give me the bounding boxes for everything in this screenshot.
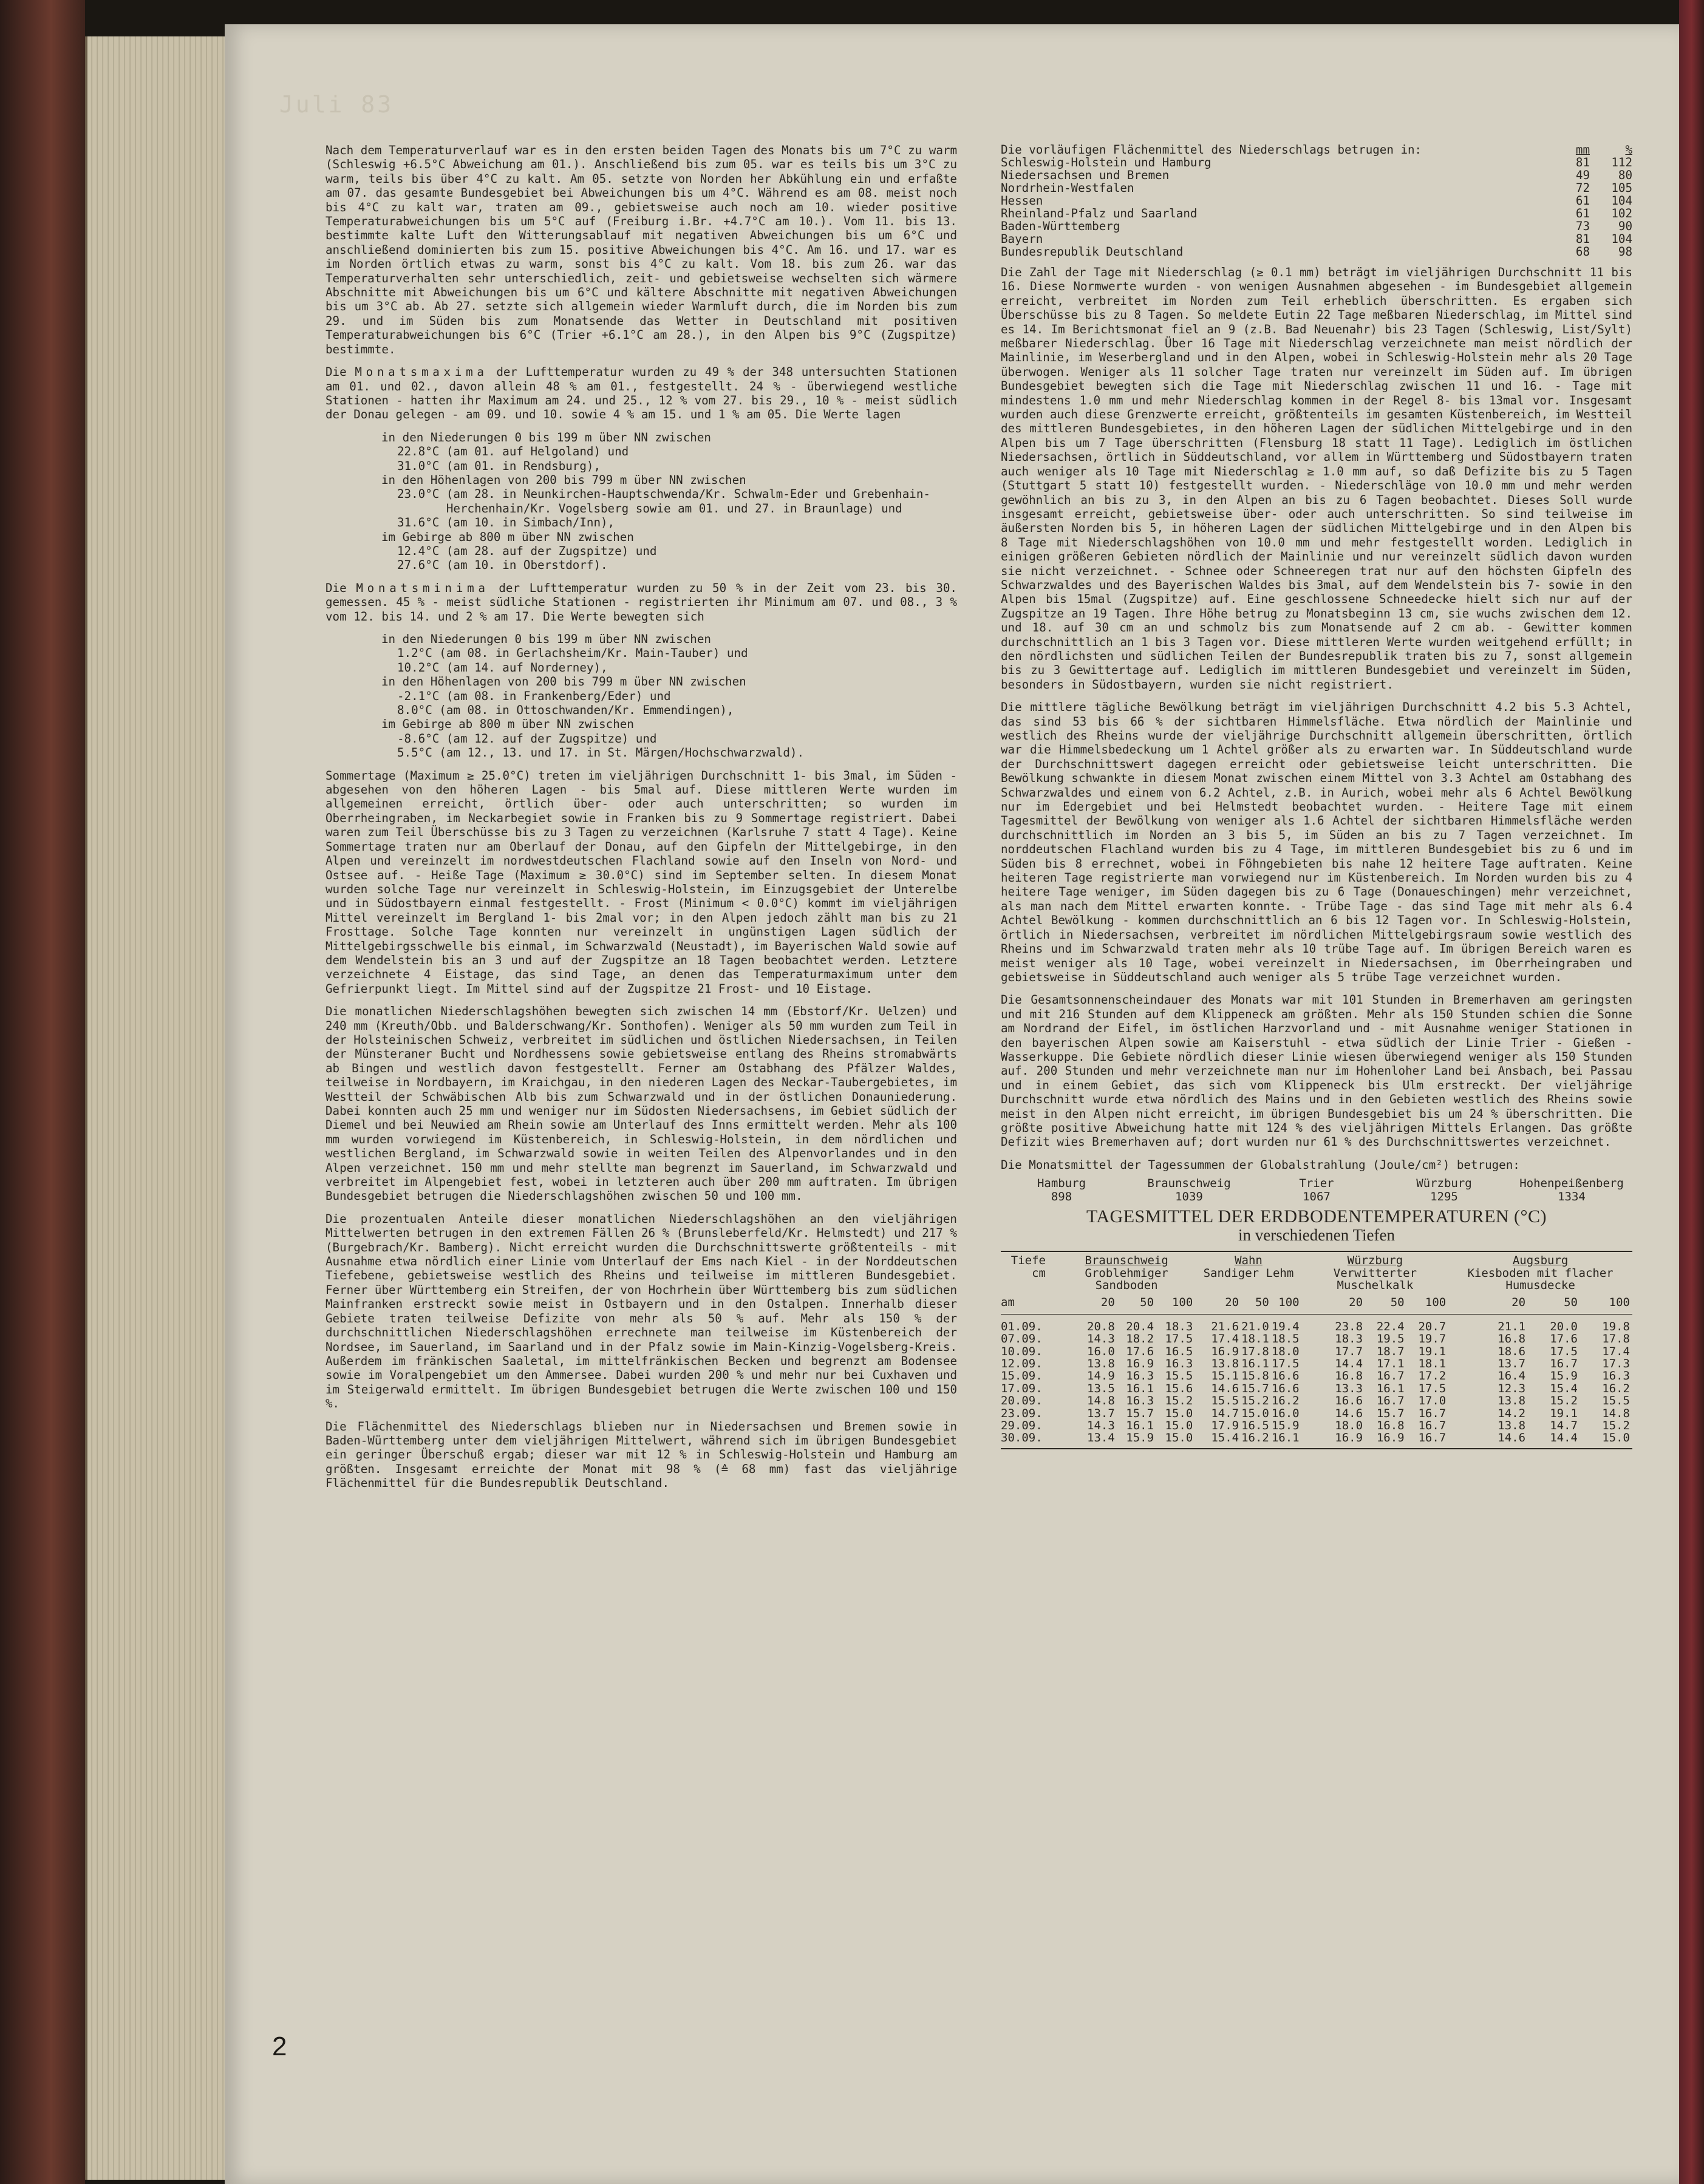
region-mm: 61	[1575, 206, 1590, 220]
region-name: Hessen	[1001, 194, 1043, 208]
list-line: 27.6°C (am 10. in Oberstdorf).	[397, 558, 608, 573]
global-radiation-values	[1001, 1190, 1632, 1203]
soil-temp: 17.5	[1271, 1357, 1300, 1371]
summer-days-paragraph: Sommertage (Maximum ≥ 25.0°C) treten im vieljährigen Durchschnitt 1- bis 3mal, im Süden - abgesehen von den höheren Lagen - bis 5mal auf. Diese mittleren Werte wurden im allgemeinen erreicht, örtlich über- oder auch unterschritten; so wurden im Oberrheingraben, im Neckarbegiet sowie in Franken bis zu 9 Sommertage registriert. Dabei waren zum Teil Überschüsse bis zu 3 Tagen zu verzeichnen (Karlsruhe 7 statt 4 Tage). Keine Sommertage traten nur am Oberlauf der Donau, auf den Gipfeln der Mittelgebirge, in den Alpen und vereinzelt im nordwestdeutschen Flachland sowie auf den Inseln von Nord- und Ostsee auf. - Heiße Tage (Maximum ≥ 30.0°C) sind im September selten. In diesem Monat wurden solche Tage nur vereinzelt in Schleswig-Holstein, im Einzugsgebiet der Unterelbe und in Südostbayern einmal festgestellt. - Frost (Minimum < 0.0°C) kommt im vieljährigen Mittel vereinzelt im Bergland 1- bis 2mal vor; in den Alpen jedoch zählt man bis zu 21 Frosttage. Solche Tage konnten nur vereinzelt in ungünstigen Lagen südlich der Mittelgebirgsschwelle bis einmal, im Schwarzwald (Neustadt), im Bayerischen Wald sowie auf dem Wendelstein bis an 3 und auf der Zugspitze an 18 Tagen beobachtet werden. Letztere verzeichnete 4 Eistage, das sind Tage, an denen das Temperaturmaximum unter dem Gefrierpunkt liegt. Im Mittel sind auf der Zugspitze 21 Frost- und 10 Eistage.	[325, 768, 957, 996]
soil-temp: 15.6	[1165, 1381, 1193, 1395]
soil-temp: 16.9	[1126, 1357, 1154, 1371]
depth-value: 20	[1195, 1291, 1241, 1314]
radiation-value: 898	[1051, 1190, 1072, 1204]
soil-temp: 16.5	[1165, 1344, 1193, 1358]
depth-value: 20	[1302, 1291, 1365, 1314]
soil-temp: 18.0	[1335, 1419, 1363, 1433]
soil-date: 07.09.	[1001, 1332, 1043, 1346]
soil-temp: 16.7	[1550, 1357, 1578, 1371]
soil-temp: 15.0	[1241, 1406, 1269, 1420]
soil-type: Verwitterter Muschelkalk	[1333, 1266, 1417, 1292]
radiation-station: Braunschweig	[1147, 1177, 1231, 1191]
soil-temp: 18.1	[1241, 1332, 1269, 1346]
station-name: Augsburg	[1512, 1254, 1569, 1268]
soil-temp: 18.0	[1271, 1344, 1300, 1358]
soil-row	[1001, 1333, 1632, 1345]
soil-temp: 15.0	[1602, 1431, 1630, 1445]
soil-temp: 16.3	[1602, 1369, 1630, 1383]
soil-temp: 18.7	[1376, 1344, 1405, 1358]
list-line: -2.1°C (am 08. in Frankenberg/Eder) und	[397, 689, 671, 703]
region-mm: 49	[1575, 168, 1590, 182]
soil-temp: 18.5	[1271, 1332, 1300, 1346]
soil-temp: 19.1	[1418, 1344, 1447, 1358]
soil-temp: 17.5	[1418, 1381, 1447, 1395]
soil-temp: 13.8	[1087, 1357, 1115, 1371]
soil-temp: 14.9	[1087, 1369, 1115, 1383]
soil-temp: 17.5	[1550, 1344, 1578, 1358]
sunshine-paragraph: Die Gesamtsonnenscheindauer des Monats war mit 101 Stunden in Bremerhaven am geringsten und mit 216 Stunden auf dem Klippeneck am größten. Mehr als 150 Stunden schien die Sonne am Nordrand der Eifel, im östlichen Harzvorland und - mit Ausnahme weniger Stationen in den bayerischen Alpen sowie am Kaiserstuhl - etwa südlich der Linie Trier - Gießen - Wasserkuppe. Die Gebiete nördlich dieser Linie wiesen überwiegend weniger als 150 Stunden auf. 200 Stunden und mehr verzeichnete man nur im Hohenloher Land bei Ansbach, bei Passau und in einem Gebiet, das sich vom Klippeneck bis Ulm erstreckt. Der vieljährige Durchschnitt wurde etwa nördlich des Mains und in den Gebieten westlich des Rheins sowie meist in den Alpen nicht erreicht, im übrigen Bundesgebiet bis um 24 % überschritten. Die größte positive Abweichung hatte mit 124 % des vieljährigen Mittels Erlangen. Das größte Defizit wies Bremerhaven auf; dort wurden nur 61 % des Durchschnittswertes verzeichnet.	[1001, 993, 1632, 1149]
soil-date: 12.09.	[1001, 1357, 1043, 1371]
soil-temp: 14.8	[1087, 1394, 1115, 1408]
soil-temp: 22.4	[1376, 1319, 1405, 1333]
list-line: in den Höhenlagen von 200 bis 799 m über NN zwischen	[381, 472, 746, 487]
depth-unit: cm	[1032, 1266, 1046, 1280]
region-percent: 80	[1618, 168, 1632, 182]
temperature-paragraph: Nach dem Temperaturverlauf war es in den ersten beiden Tagen des Monats bis um 7°C zu warm (Schleswig +6.5°C Abweichung am 01.). Anschließend bis zum 05. war es teils bis um 3°C zu warm, teils bis über 4°C zu kalt. Am 05. setzte von Norden her Abkühlung ein und erfaßte am 07. das gesamte Bundesgebiet bei Abweichungen bis um 4°C. Während es am 08. meist noch bis 4°C zu kalt war, traten am 09., gebietsweise auch noch am 10. wieder positive Temperaturabweichungen bis um 5°C auf (Freiburg i.Br. +4.7°C am 10.). Vom 11. bis 13. bestimmte kalte Luft den Witterungsablauf mit negativen Abweichungen bis um 6°C und anschließend dominierten bis zum 15. positive Abweichungen bis 4°C. Am 16. und 17. war es im Norden örtlich etwas zu warm, sonst bis 4°C zu kalt. Vom 18. bis zum 26. war das Temperaturverhalten sehr unterschiedlich, zeit- und gebietsweise wechselten sich wärmere Abschnitte mit Abweichungen bis um 6°C und kältere Abschnitte mit negativen Abweichungen bis um 3°C ab. Ab 27. setzte sich allgemein wieder Warmluft durch, die im Norden bis zum 29. und im Süden bis zum Monatsende das Wetter in Deutschland mit positiven Temperaturabweichungen bis 6°C (Trier +6.1°C am 28.), in den Alpen bis 9°C (Zugspitze) bestimmte.	[325, 143, 957, 356]
soil-temp: 16.2	[1241, 1431, 1269, 1445]
radiation-value: 1039	[1175, 1190, 1203, 1204]
soil-temp: 15.8	[1241, 1369, 1269, 1383]
soil-date: 15.09.	[1001, 1369, 1043, 1383]
soil-temp: 17.1	[1376, 1357, 1405, 1371]
soil-row	[1001, 1358, 1632, 1370]
soil-table-title: TAGESMITTEL DER ERDBODENTEMPERATUREN (°C)	[1086, 1206, 1547, 1227]
soil-temp: 16.7	[1418, 1419, 1447, 1433]
soil-temp: 16.6	[1271, 1381, 1300, 1395]
region-percent: 98	[1618, 245, 1632, 259]
soil-temp: 17.4	[1602, 1344, 1630, 1358]
region-percent: 102	[1611, 206, 1632, 220]
radiation-value: 1334	[1558, 1190, 1586, 1204]
soil-row	[1001, 1383, 1632, 1395]
depth-value: 50	[1241, 1291, 1272, 1314]
soil-temp: 16.6	[1335, 1394, 1363, 1408]
region-mm: 81	[1575, 232, 1590, 246]
soil-temp: 16.1	[1126, 1419, 1154, 1433]
soil-temp: 18.6	[1498, 1344, 1526, 1358]
book-binding	[0, 0, 85, 2184]
soil-date: 23.09.	[1001, 1406, 1043, 1420]
soil-temp: 15.7	[1241, 1381, 1269, 1395]
region-mm: 68	[1575, 245, 1590, 259]
radiation-value: 1067	[1303, 1190, 1331, 1204]
list-line: -8.6°C (am 12. auf der Zugspitze) und	[397, 731, 657, 746]
depth-header	[1001, 1251, 1058, 1291]
soil-temp: 15.2	[1602, 1419, 1630, 1433]
list-line: im Gebirge ab 800 m über NN zwischen	[381, 717, 634, 732]
area-mean-row	[1001, 220, 1632, 233]
soil-temp: 21.0	[1241, 1319, 1269, 1333]
soil-temp: 15.9	[1126, 1431, 1154, 1445]
soil-temp: 16.8	[1498, 1332, 1526, 1346]
maxima-paragraph	[325, 365, 957, 422]
soil-temp: 14.7	[1550, 1419, 1578, 1433]
soil-temp: 16.4	[1498, 1369, 1526, 1383]
list-line: 22.8°C (am 01. auf Helgoland) und	[397, 444, 629, 459]
depth-label: Tiefe	[1010, 1254, 1046, 1268]
radiation-station: Würzburg	[1416, 1177, 1472, 1191]
soil-row	[1001, 1370, 1632, 1382]
soil-temp: 16.6	[1271, 1369, 1300, 1383]
soil-temp: 21.1	[1498, 1319, 1526, 1333]
soil-temp: 13.8	[1498, 1394, 1526, 1408]
soil-temp: 14.2	[1498, 1406, 1526, 1420]
soil-type: Sandiger Lehm	[1203, 1266, 1294, 1280]
soil-temp: 15.7	[1126, 1406, 1154, 1420]
soil-temp: 15.4	[1550, 1381, 1578, 1395]
soil-temp: 16.2	[1602, 1381, 1630, 1395]
soil-temp: 16.9	[1376, 1431, 1405, 1445]
page-edges	[85, 36, 227, 2180]
soil-table-header	[1001, 1251, 1632, 1291]
area-means-header	[1001, 143, 1632, 156]
minima-list	[325, 632, 957, 760]
depth-value: 100	[1272, 1291, 1302, 1314]
soil-date: 10.09.	[1001, 1344, 1043, 1358]
soil-row	[1001, 1345, 1632, 1358]
soil-temp: 16.3	[1126, 1369, 1154, 1383]
unit-mm: mm	[1575, 143, 1590, 157]
region-name: Schleswig-Holstein und Hamburg	[1001, 155, 1212, 169]
soil-temp: 18.1	[1418, 1357, 1447, 1371]
soil-temp: 16.9	[1211, 1344, 1239, 1358]
soil-temp: 23.8	[1335, 1319, 1363, 1333]
region-name: Nordrhein-Westfalen	[1001, 181, 1134, 195]
soil-temp: 16.1	[1126, 1381, 1154, 1395]
soil-temp: 16.7	[1418, 1431, 1447, 1445]
depth-row	[1001, 1291, 1632, 1314]
minima-paragraph	[325, 581, 957, 624]
soil-temp: 19.8	[1602, 1319, 1630, 1333]
area-means-table	[1001, 143, 1632, 258]
soil-date: 20.09.	[1001, 1394, 1043, 1408]
precip-days-paragraph: Die Zahl der Tage mit Niederschlag (≥ 0.1 mm) beträgt im vieljährigen Durchschnitt 11 bis 16. Diese Normwerte wurden - von wenigen Ausnahmen abgesehen - im Bundesgebiet allgemein erreicht, verbreitet im Norden zum Teil erheblich überschritten. Es ergaben sich Überschüsse bis zu 8 Tagen. So meldete Eutin 22 Tage meßbaren Niederschlag, im Mittel sind es 14. Im Berichtsmonat fiel an 9 (z.B. Bad Neuenahr) bis 23 Tagen (Schleswig, List/Sylt) meßbarer Niederschlag. Über 16 Tage mit Niederschlag verzeichnete man meist nördlich der Mainlinie, im Weserbergland und in den Alpen, wobei in Schleswig-Holstein mehr als 20 Tage überwogen. Weniger als 11 solcher Tage traten nur vereinzelt im Süden auf. Im übrigen Bundesgebiet bewegten sich die Tage mit Niederschlag zwischen 11 und 16. - Tage mit mindestens 1.0 mm und mehr Niederschlag kommen in der Regel 8- bis 13mal vor. Insgesamt wurden auch diese Grenzwerte erreicht, größtenteils im gesamten Küstenbereich, im Westteil des mittleren Bundesgebietes, in den höheren Lagen der südlichen Mittelgebirge und in den Alpen bis um 7 Tage überschritten (Flensburg 18 statt 11 Tage). Lediglich im östlichen Niedersachsen, örtlich in Süddeutschland, vor allem in Württemberg und Südostbayern traten auch weniger als 10 Tage mit Niederschlag ≥ 1.0 mm auf, so daß Defizite bis zu 5 Tagen (Stuttgart 5 statt 10) festgestellt wurden. - Niederschläge von 10.0 mm und mehr werden gewöhnlich an bis zu 3, in den Alpen an bis zu 6 Tagen beobachtet. Dieses Soll wurde insgesamt erreicht, gebietsweise über- oder auch unterschritten. So sind teilweise im äußersten Norden bis 5, in höheren Lagen der südlichen Mittelgebirge und in den Alpen bis 8 Tage mit Niederschlagshöhen von 10.0 mm und mehr festgestellt worden. Lediglich in einigen größeren Gebieten nördlich der Mainlinie und nur vereinzelt südlich davon wurden sie nicht verzeichnet. - Schnee oder Schneeregen trat nur auf den höchsten Gipfeln des Schwarzwaldes und des Bayerischen Waldes bis 3mal, auf dem Wendelstein bis 7- sowie in den Alpen bis 15mal (Zugspitze) auf. Eine geschlossene Schneedecke hielt sich nur auf der Zugspitze an 19 Tagen. Ihre Höhe betrug zu Monatsbeginn 13 cm, sie wuchs zwischen dem 12. und 18. auf 30 cm an und schmolz bis zum Monatsende auf 2 cm ab. - Gewitter kommen durchschnittlich an 1 bis 3 Tagen vor. Diese mittleren Werte wurden weitgehend erfüllt; in den nördlichsten und südlichen Teilen der Bundesrepublik traten bis zu 7, sonst allgemein bis zu 3 Gewittertage auf. Lediglich im mittleren Bundesgebiet und vereinzelt im Süden, besonders in Südostbayern, wurden sie nicht registriert.	[1001, 265, 1632, 692]
soil-temp: 13.4	[1087, 1431, 1115, 1445]
left-column	[325, 143, 957, 1499]
soil-temp: 17.2	[1418, 1369, 1447, 1383]
date-header: am	[1001, 1291, 1058, 1314]
soil-temp: 17.0	[1418, 1394, 1447, 1408]
depth-value: 100	[1407, 1291, 1449, 1314]
soil-temp: 19.5	[1376, 1332, 1405, 1346]
unit-percent: %	[1625, 143, 1632, 157]
minima-term: Monatsminima	[356, 580, 489, 595]
soil-temp: 13.8	[1211, 1357, 1239, 1371]
soil-temp: 17.4	[1211, 1332, 1239, 1346]
soil-temp: 20.0	[1550, 1319, 1578, 1333]
soil-temp: 15.1	[1211, 1369, 1239, 1383]
soil-temp: 17.3	[1602, 1357, 1630, 1371]
soil-temp: 16.9	[1335, 1431, 1363, 1445]
soil-row	[1001, 1432, 1632, 1448]
soil-temp: 17.5	[1165, 1332, 1193, 1346]
soil-temp: 20.7	[1418, 1319, 1447, 1333]
soil-temp: 14.4	[1550, 1431, 1578, 1445]
soil-temp: 13.8	[1498, 1419, 1526, 1433]
soil-temp: 14.7	[1211, 1406, 1239, 1420]
radiation-station: Hamburg	[1037, 1177, 1086, 1191]
list-line: 31.6°C (am 10. in Simbach/Inn),	[397, 515, 615, 530]
region-name: Bayern	[1001, 232, 1043, 246]
region-mm: 61	[1575, 194, 1590, 208]
soil-temp: 15.0	[1165, 1431, 1193, 1445]
depth-value: 50	[1528, 1291, 1580, 1314]
list-line: 23.0°C (am 28. in Neunkirchen-Hauptschwenda/Kr. Schwalm-Eder und Grebenhain-	[397, 487, 930, 502]
soil-temp: 16.8	[1335, 1369, 1363, 1383]
soil-temp: 19.7	[1418, 1332, 1447, 1346]
station-augsburg	[1448, 1251, 1632, 1291]
soil-date: 29.09.	[1001, 1419, 1043, 1433]
soil-temp: 16.7	[1376, 1369, 1405, 1383]
region-name: Niedersachsen und Bremen	[1001, 168, 1170, 182]
global-radiation-stations	[1001, 1177, 1632, 1190]
soil-temp: 17.9	[1211, 1419, 1239, 1433]
right-column	[1001, 143, 1632, 1449]
list-line: in den Niederungen 0 bis 199 m über NN zwischen	[381, 632, 711, 646]
soil-type: Groblehmiger Sandboden	[1085, 1266, 1168, 1292]
soil-temp: 15.2	[1241, 1394, 1269, 1408]
depth-value: 50	[1365, 1291, 1407, 1314]
soil-row	[1001, 1395, 1632, 1407]
soil-temp: 19.4	[1271, 1319, 1300, 1333]
soil-temp: 15.9	[1550, 1369, 1578, 1383]
area-mean-row	[1001, 156, 1632, 169]
soil-date: 17.09.	[1001, 1381, 1043, 1395]
station-name: Wahn	[1235, 1254, 1263, 1268]
radiation-station: Hohenpeißenberg	[1519, 1177, 1624, 1191]
depth-value: 20	[1448, 1291, 1528, 1314]
soil-temp: 14.3	[1087, 1332, 1115, 1346]
station-name: Braunschweig	[1085, 1254, 1168, 1268]
soil-temp: 15.9	[1271, 1419, 1300, 1433]
soil-temp: 16.3	[1165, 1357, 1193, 1371]
region-name: Baden-Württemberg	[1001, 219, 1120, 233]
soil-temp: 14.6	[1498, 1431, 1526, 1445]
radiation-station: Trier	[1299, 1177, 1334, 1191]
soil-temp: 14.6	[1335, 1406, 1363, 1420]
region-name: Bundesrepublik Deutschland	[1001, 245, 1184, 259]
area-means-intro: Die vorläufigen Flächenmittel des Niederschlags betrugen in:	[1001, 143, 1422, 157]
depth-value: 100	[1580, 1291, 1632, 1314]
soil-temp: 17.6	[1126, 1344, 1154, 1358]
maxima-text: der Lufttemperatur wurden zu 49 % der 348 untersuchten Stationen am 01. und 02., davon allein 48 % am 01., festgestellt. 24 % - überwiegend westliche Stationen - hatten ihr Maximum am 24. und 25., 12 % vom 27. bis 29., 10 % - meist südlich der Donau gelegen - am 09. und 10. sowie 4 % am 15. und 1 % am 05. Die Werte lagen	[325, 365, 957, 422]
soil-temp: 19.1	[1550, 1406, 1578, 1420]
list-line: 12.4°C (am 28. auf der Zugspitze) und	[397, 543, 657, 558]
region-mm: 72	[1575, 181, 1590, 195]
soil-temp: 14.8	[1602, 1406, 1630, 1420]
soil-temp: 15.5	[1211, 1394, 1239, 1408]
maxima-term: Monatsmaxima	[355, 365, 488, 379]
list-line: im Gebirge ab 800 m über NN zwischen	[381, 529, 634, 544]
list-line: in den Niederungen 0 bis 199 m über NN zwischen	[381, 430, 711, 444]
cloudiness-paragraph: Die mittlere tägliche Bewölkung beträgt im vieljährigen Durchschnitt 4.2 bis 5.3 Achtel, das sind 53 bis 66 % der sichtbaren Himmelsfläche. Etwa nördlich der Mainlinie und westlich des Rheins wurde der vieljährige Durchschnitt allgemein überschritten, örtlich war die Himmelsbedeckung um 1 Achtel größer als zu erwarten war. In Süddeutschland wurde der Durchschnittswert dagegen erreicht oder gebietsweise leicht unterschritten. Die Bewölkung schwankte in diesem Monat zwischen einem Mittel von 3.3 Achtel am Ostabhang des Schwarzwaldes und einem von 6.2 Achtel, z.B. in Aurich, wobei mehr als 6 Achtel Bewölkung nur im Edergebiet und bei Helmstedt beobachtet wurden. - Heitere Tage mit einem Tagesmittel der Bewölkung von weniger als 1.6 Achtel der sichtbaren Himmelsfläche werden durchschnittlich im Norden an 3 bis 5, im Süden an bis zu 7 Tagen verzeichnet. Im norddeutschen Flachland wurden bis zu 4 Tage, im mittleren Bundesgebiet bis zu 6 und im Süden bis 8 errechnet, wobei in Föhngebieten bis nahe 12 heitere Tage auftraten. Keine heiteren Tage registrierte man vorwiegend nur im Küstenbereich. Im Norden wurden bis zu 4 heitere Tage weniger, im Süden dagegen bis zu 6 Tage (Donaueschingen) mehr verzeichnet, als man nach dem Mittel erwarten konnte. - Trübe Tage - das sind Tage mit mehr als 6.4 Achtel Bewölkung - kommen durchschnittlich an 6 bis 12 Tagen vor. In Schleswig-Holstein, örtlich in Niedersachsen, verbreitet im nördlichen Mittelgebirgsraum sowie westlich des Rheins und im Schwarzwald traten mehr als 10 trübe Tage auf. Im übrigen Bereich waren es meist weniger als 10 Tage, wobei vereinzelt in Niedersachsen, im Oberrheingraben und gebietsweise in Süddeutschland auch weniger als 5 trübe Tage verzeichnet wurden.	[1001, 700, 1632, 984]
soil-temperature-table	[1001, 1251, 1632, 1449]
list-line: 31.0°C (am 01. in Rendsburg),	[397, 458, 601, 473]
soil-temp: 13.7	[1087, 1406, 1115, 1420]
soil-temp: 20.4	[1126, 1319, 1154, 1333]
region-mm: 73	[1575, 219, 1590, 233]
soil-temp: 13.7	[1498, 1357, 1526, 1371]
soil-temp: 14.6	[1211, 1381, 1239, 1395]
depth-value: 100	[1156, 1291, 1195, 1314]
region-mm: 81	[1575, 155, 1590, 169]
list-line: 5.5°C (am 12., 13. und 17. in St. Märgen/Hochschwarzwald).	[397, 746, 805, 760]
right-cover-edge	[1679, 0, 1704, 2184]
region-percent: 104	[1611, 194, 1632, 208]
soil-temp: 16.2	[1271, 1394, 1300, 1408]
soil-temp: 15.0	[1165, 1419, 1193, 1433]
soil-temp: 12.3	[1498, 1381, 1526, 1395]
minima-prefix: Die	[325, 580, 356, 595]
depth-value: 20	[1058, 1291, 1117, 1314]
soil-row	[1001, 1420, 1632, 1432]
list-line: in den Höhenlagen von 200 bis 799 m über NN zwischen	[381, 675, 746, 689]
soil-temp: 21.6	[1211, 1319, 1239, 1333]
region-percent: 105	[1611, 181, 1632, 195]
soil-temp: 17.7	[1335, 1344, 1363, 1358]
soil-temp: 18.3	[1335, 1332, 1363, 1346]
soil-temp: 16.1	[1271, 1431, 1300, 1445]
list-line: Herchenhain/Kr. Vogelsberg sowie am 01. und 27. in Braunlage) und	[397, 501, 902, 515]
station-braunschweig	[1058, 1251, 1195, 1291]
soil-date: 30.09.	[1001, 1431, 1043, 1445]
radiation-value: 1295	[1430, 1190, 1458, 1204]
soil-temp: 15.2	[1550, 1394, 1578, 1408]
precipitation-paragraph: Die monatlichen Niederschlagshöhen bewegten sich zwischen 14 mm (Ebstorf/Kr. Uelzen) und 240 mm (Kreuth/Obb. und Balderschwang/Kr. Sonthofen). Weniger als 50 mm wurden zum Teil in der Holsteinischen Schweiz, verbreitet im südlichen und östlichen Niedersachsen, in Teilen der Münsteraner Bucht und Nordhessens sowie gebietsweise entlang des Rheins stromabwärts ab Bingen und westlich davon festgestellt. Ferner am Ostabhang des Pfälzer Waldes, teilweise in Nordbayern, im Kraichgau, in den niederen Lagen des Neckar-Taubergebietes, im Westteil der Schwäbischen Alb bis zum Schwarzwald und in der östlichen Donauniederung. Dabei konnten auch 25 mm und weniger nur im Südosten Niedersachsens, im Gebiet südlich der Diemel und bei Neuwied am Rhein sowie am Unterlauf des Inns ermittelt werden. Mehr als 100 mm wurden vorwiegend im Küstenbereich, in Schleswig-Holstein, in dem nördlichen und westlichen Bergland, im Schwarzwald sowie in weiten Teilen des Alpenvorlandes und in den Alpen verzeichnet. 150 mm und mehr stellte man begrenzt im Sauerland, im Schwarzwald und verbreitet im Alpengebiet fest, wobei in letzteren auch über 200 mm auftraten. Im übrigen Bundesgebiet betrugen die Niederschlagshöhen zwischen 50 und 100 mm.	[325, 1004, 957, 1203]
archive-stamp: Juli 83	[279, 91, 394, 118]
soil-row	[1001, 1314, 1632, 1333]
soil-temp: 16.7	[1376, 1394, 1405, 1408]
area-means-paragraph: Die Flächenmittel des Niederschlags blieben nur in Niedersachsen und Bremen sowie in Baden-Württemberg unter dem vieljährigen Mittelwert, während sich im übrigen Bundesgebiet ein geringer Überschuß ergab; dieser war mit 12 % in Schleswig-Holstein und Hamburg am größten. Insgesamt erreichte der Monat mit 98 % (≙ 68 mm) fast das vieljährige Flächenmittel für die Bundesrepublik Deutschland.	[325, 1419, 957, 1491]
soil-temp: 16.8	[1376, 1419, 1405, 1433]
maxima-list	[325, 430, 957, 573]
soil-temp: 13.3	[1335, 1381, 1363, 1395]
soil-temp: 15.5	[1165, 1369, 1193, 1383]
area-mean-row	[1001, 194, 1632, 207]
depth-value: 50	[1117, 1291, 1156, 1314]
area-mean-row	[1001, 169, 1632, 182]
area-mean-row	[1001, 233, 1632, 245]
region-percent: 104	[1611, 232, 1632, 246]
list-line: 10.2°C (am 14. auf Norderney),	[397, 660, 608, 675]
soil-date: 01.09.	[1001, 1319, 1043, 1333]
soil-temp: 17.6	[1550, 1332, 1578, 1346]
soil-temp: 15.2	[1165, 1394, 1193, 1408]
soil-temp: 15.5	[1602, 1394, 1630, 1408]
soil-type: Kiesboden mit flacher Humusdecke	[1467, 1266, 1614, 1292]
global-radiation-intro: Die Monatsmittel der Tagessummen der Globalstrahlung (Joule/cm²) betrugen:	[1001, 1157, 1520, 1172]
soil-temp: 15.0	[1165, 1406, 1193, 1420]
region-name: Rheinland-Pfalz und Saarland	[1001, 206, 1198, 220]
soil-temp: 20.8	[1087, 1319, 1115, 1333]
soil-temp: 15.4	[1211, 1431, 1239, 1445]
soil-temp: 16.0	[1271, 1406, 1300, 1420]
soil-temp: 16.7	[1418, 1406, 1447, 1420]
list-line: 8.0°C (am 08. in Ottoschwanden/Kr. Emmendingen),	[397, 703, 734, 718]
soil-temp: 13.5	[1087, 1381, 1115, 1395]
soil-temp: 16.5	[1241, 1419, 1269, 1433]
soil-temp: 18.2	[1126, 1332, 1154, 1346]
region-percent: 90	[1618, 219, 1632, 233]
soil-temp: 16.1	[1376, 1381, 1405, 1395]
soil-temp: 16.0	[1087, 1344, 1115, 1358]
maxima-prefix: Die	[325, 365, 355, 379]
page-number: 2	[272, 2032, 287, 2061]
soil-temp: 14.3	[1087, 1419, 1115, 1433]
station-wahn	[1195, 1251, 1301, 1291]
station-wuerzburg	[1302, 1251, 1449, 1291]
list-line: 1.2°C (am 08. in Gerlachsheim/Kr. Main-Tauber) und	[397, 646, 748, 661]
precipitation-percent-paragraph: Die prozentualen Anteile dieser monatlichen Niederschlagshöhen an den vieljährigen Mittelwerten betrugen in den extremen Fällen 26 % (Brunsleberfeld/Kr. Helmstedt) und 217 % (Burgebrach/Kr. Bamberg). Nicht erreicht wurden die Durchschnittswerte größtenteils - mit Ausnahme etwa nördlich einer Linie vom Unterlauf der Ems nach Kiel - in der Norddeutschen Tiefebene, gebietsweise westlich des Rheins und teilweise im mittleren Bundesgebiet. Ferner über Württemberg ein Streifen, der von Hochrhein über Württemberg bis zum südlichen Mainfranken erstreckt sowie meist in Ostbayern und in den Ostalpen. Innerhalb dieser Gebiete traten teilweise Defizite von mehr als 50 % auf. Mehr als 150 % der durchschnittlichen Niederschlagshöhen errechnete man teilweise im Küstenbereich der Nordsee, im Sauerland, im Saarland und in der Pfalz sowie im Main-Kinzig-Vogelsberg-Kreis. Außerdem im fränkischen Saaletal, im mittelfränkischen Becken und begrenzt am Bodensee sowie im Voralpengebiet um den Ammersee. Dabei wurden 200 % und mehr nur bei Cuxhaven und im Steigerwald ermittelt. Im übrigen Bundesgebiet betrugen die Werte zwischen 100 und 150 %.	[325, 1211, 957, 1411]
soil-temp: 15.7	[1376, 1406, 1405, 1420]
region-percent: 112	[1611, 155, 1632, 169]
area-mean-row	[1001, 182, 1632, 194]
soil-row	[1001, 1407, 1632, 1420]
soil-temp: 16.3	[1126, 1394, 1154, 1408]
soil-temp: 17.8	[1602, 1332, 1630, 1346]
soil-temp: 14.4	[1335, 1357, 1363, 1371]
station-name: Würzburg	[1347, 1254, 1403, 1268]
area-mean-row	[1001, 245, 1632, 258]
soil-temp: 16.1	[1241, 1357, 1269, 1371]
soil-table-subtitle: in verschiedenen Tiefen	[1238, 1226, 1395, 1245]
area-mean-row	[1001, 207, 1632, 220]
minima-text: der Lufttemperatur wurden zu 50 % in der Zeit vom 23. bis 30. gemessen. 45 % - meist südliche Stationen - registrierten ihr Minimum am 07. und 08., 3 % vom 12. bis 14. und 2 % am 17. Die Werte bewegten sich	[325, 580, 957, 624]
soil-temp: 17.8	[1241, 1344, 1269, 1358]
soil-temp: 18.3	[1165, 1319, 1193, 1333]
